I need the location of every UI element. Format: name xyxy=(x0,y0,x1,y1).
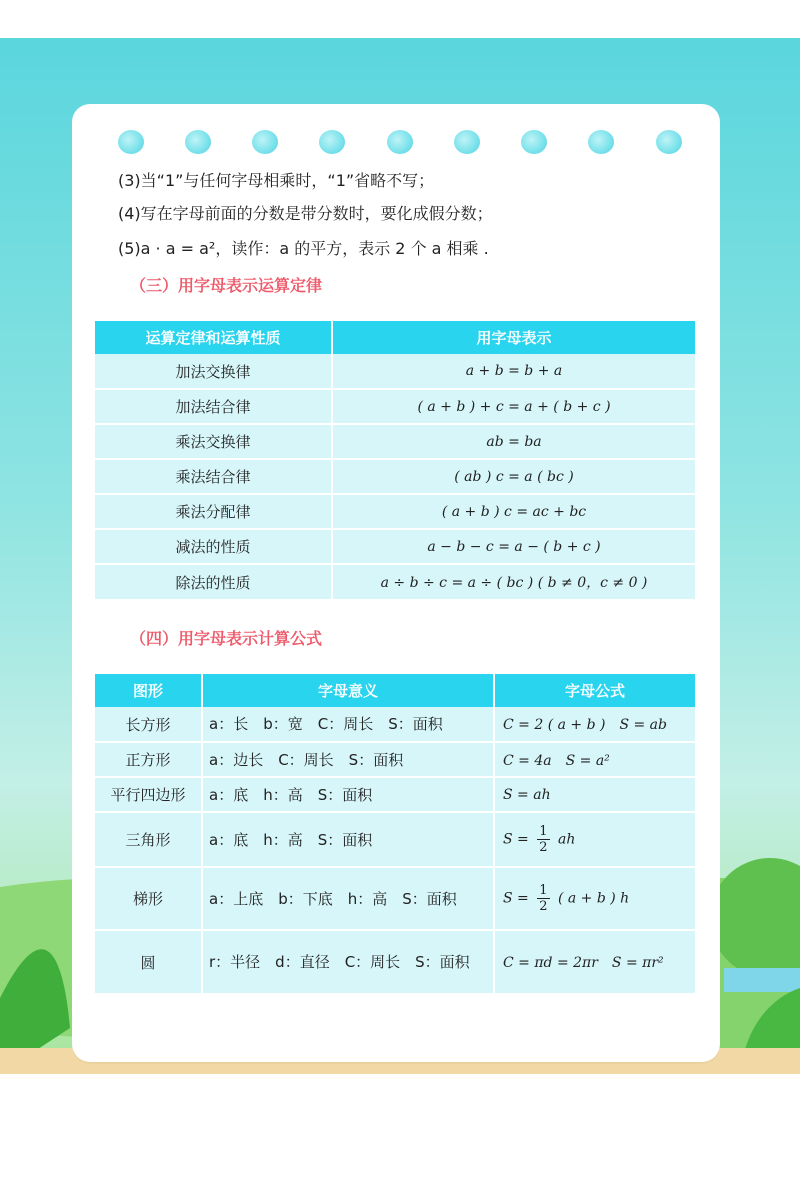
binder-hole xyxy=(521,130,547,154)
shape-name: 圆 xyxy=(95,930,202,993)
letter-meaning: a：上底 b：下底 h：高 S：面积 xyxy=(202,867,494,930)
binder-hole xyxy=(118,130,144,154)
section-4-title: （四）用字母表示计算公式 xyxy=(130,629,323,648)
formula-suffix: ( a + b ) h xyxy=(557,890,630,907)
law-formula: ( a + b ) + c = a + ( b + c ) xyxy=(332,389,695,424)
binder-holes xyxy=(118,130,684,156)
table-row xyxy=(95,529,695,564)
formula-header-meaning: 字母意义 xyxy=(202,674,494,707)
shape-name: 三角形 xyxy=(95,812,202,867)
formula-table-header xyxy=(95,674,695,707)
letter-meaning: r：半径 d：直径 C：周长 S：面积 xyxy=(202,930,494,993)
laws-table xyxy=(95,321,695,599)
rule-line-5: (5)a · a = a²，读作：a 的平方，表示 2 个 a 相乘 . xyxy=(118,239,489,258)
table-row xyxy=(95,867,695,930)
table-row xyxy=(95,494,695,529)
binder-hole xyxy=(319,130,345,154)
law-formula: a − b − c = a − ( b + c ) xyxy=(332,529,695,564)
law-formula: ( ab ) c = a ( bc ) xyxy=(332,459,695,494)
fraction xyxy=(537,824,549,855)
binder-hole xyxy=(656,130,682,154)
binder-hole xyxy=(185,130,211,154)
table-row xyxy=(95,930,695,993)
letter-formula: C = πd = 2πr S = πr² xyxy=(494,930,695,993)
shape-name: 长方形 xyxy=(95,707,202,742)
binder-hole xyxy=(454,130,480,154)
fraction-denominator: 2 xyxy=(539,840,548,855)
rule-line-4: (4)写在字母前面的分数是带分数时，要化成假分数； xyxy=(118,204,493,223)
law-name: 乘法分配律 xyxy=(95,494,332,529)
shape-name: 梯形 xyxy=(95,867,202,930)
formula-prefix: S = xyxy=(503,890,529,907)
formula-suffix: ah xyxy=(557,831,576,848)
formula-header-shape: 图形 xyxy=(95,674,202,707)
laws-table-header xyxy=(95,321,695,354)
table-row xyxy=(95,354,695,389)
pond xyxy=(724,968,800,992)
law-name: 乘法交换律 xyxy=(95,424,332,459)
letter-meaning: a：底 h：高 S：面积 xyxy=(202,812,494,867)
fraction-numerator: 1 xyxy=(539,883,548,898)
table-row xyxy=(95,777,695,812)
shape-name: 正方形 xyxy=(95,742,202,777)
binder-hole xyxy=(588,130,614,154)
formula-header-formula: 字母公式 xyxy=(494,674,695,707)
law-formula: a + b = b + a xyxy=(332,354,695,389)
law-name: 减法的性质 xyxy=(95,529,332,564)
table-row xyxy=(95,742,695,777)
binder-hole xyxy=(252,130,278,154)
fraction-numerator: 1 xyxy=(539,824,548,839)
letter-formula: C = 2 ( a + b ) S = ab xyxy=(494,707,695,742)
laws-header-formula: 用字母表示 xyxy=(332,321,695,354)
letter-formula: C = 4a S = a² xyxy=(494,742,695,777)
formula-table xyxy=(95,674,695,993)
table-row xyxy=(95,389,695,424)
fraction-denominator: 2 xyxy=(539,899,548,914)
table-row xyxy=(95,424,695,459)
table-row xyxy=(95,564,695,599)
law-formula: a ÷ b ÷ c = a ÷ ( bc ) ( b ≠ 0，c ≠ 0 ) xyxy=(332,564,695,599)
law-formula: ( a + b ) c = ac + bc xyxy=(332,494,695,529)
law-formula: ab = ba xyxy=(332,424,695,459)
fraction xyxy=(537,883,549,914)
law-name: 乘法结合律 xyxy=(95,459,332,494)
table-row xyxy=(95,812,695,867)
letter-meaning: a：长 b：宽 C：周长 S：面积 xyxy=(202,707,494,742)
law-name: 除法的性质 xyxy=(95,564,332,599)
shape-name: 平行四边形 xyxy=(95,777,202,812)
letter-meaning: a：边长 C：周长 S：面积 xyxy=(202,742,494,777)
section-3-title: （三）用字母表示运算定律 xyxy=(130,276,323,295)
letter-formula: S = ah xyxy=(494,777,695,812)
letter-meaning: a：底 h：高 S：面积 xyxy=(202,777,494,812)
letter-formula xyxy=(494,867,695,930)
letter-formula xyxy=(494,812,695,867)
binder-hole xyxy=(387,130,413,154)
table-row xyxy=(95,707,695,742)
formula-prefix: S = xyxy=(503,831,529,848)
laws-header-law: 运算定律和运算性质 xyxy=(95,321,332,354)
law-name: 加法交换律 xyxy=(95,354,332,389)
table-row xyxy=(95,459,695,494)
law-name: 加法结合律 xyxy=(95,389,332,424)
rule-line-3: (3)当“1”与任何字母相乘时，“1”省略不写； xyxy=(118,171,435,190)
